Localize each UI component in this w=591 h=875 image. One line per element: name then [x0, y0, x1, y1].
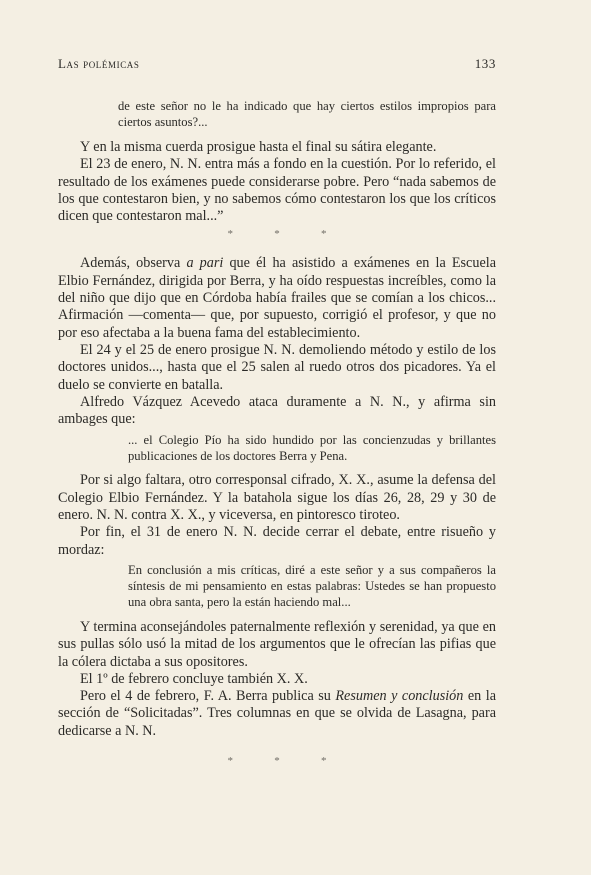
section-break-1 [58, 225, 496, 243]
paragraph-9: El 1º de febrero concluye también X. X. [80, 670, 308, 687]
section-break-star: * [321, 755, 327, 768]
paragraph-10-italic: Resumen y conclusión [335, 688, 464, 705]
page-body [58, 98, 496, 770]
paragraph-8: Y termina aconsejándoles paternalmente reflexión y serenidad, ya que en sus pullas sólo usó la mitad de los argumentos que le ofrecían las pifias que la cólera dictaba a sus opositores. [58, 618, 496, 670]
paragraph-10-text-b: en la sección de “Solicitadas”. Tres columnas en que se olvida de Lasagna, para dedicarse a N. N. [58, 688, 496, 739]
section-break-star: * [227, 755, 233, 768]
section-break-star: * [227, 228, 233, 241]
paragraph-6: Por si algo faltara, otro corresponsal cifrado, X. X., asume la defensa del Colegio Elbio Fernández. Y la batahola sigue los días 26, 28, 29 y 30 de enero. N. N. contra X. X., y viceversa, en pintoresco tiroteo. [58, 472, 496, 524]
section-break-star: * [274, 228, 280, 241]
paragraph-10 [58, 688, 496, 740]
paragraph-3-text-b: que él ha asistido a exámenes en la Escuela Elbio Fernández, dirigida por Berra, y ha oído respuestas increíbles, como la del niño que dijo que en Córdoba había frailes que se comían a los chicos... Afirmación —comenta— que, por supuesto, corrigió el profesor, y que no por eso afectaba a la buena fama del establecimiento. [58, 255, 496, 341]
running-header [58, 56, 496, 72]
section-break-star: * [274, 755, 280, 768]
section-break-2 [58, 752, 496, 770]
block-quote-2: ... el Colegio Pío ha sido hundido por las concienzudas y brillantes publicaciones de los doctores Berra y Pena. [128, 433, 496, 464]
paragraph-3-text-a: Además, observa [80, 255, 187, 272]
paragraph-7: Por fin, el 31 de enero N. N. decide cerrar el debate, entre risueño y mordaz: [58, 524, 496, 558]
block-quote-3: En conclusión a mis críticas, diré a este señor y a sus compañeros la síntesis de mi pensamiento en estas palabras: Ustedes se han propuesto una obra santa, pero la están haciendo mal... [128, 562, 496, 609]
paragraph-1: Y en la misma cuerda prosigue hasta el final su sátira elegante. [80, 139, 437, 155]
block-quote-1: de este señor no le ha indicado que hay ciertos estilos impropios para ciertos asuntos?... [118, 99, 496, 129]
paragraph-3 [58, 255, 496, 341]
paragraph-10-text-a: Pero el 4 de febrero, F. A. Berra publica su [80, 688, 336, 705]
paragraph-2: El 23 de enero, N. N. entra más a fondo en la cuestión. Por lo referido, el resultado de los exámenes puede considerarse pobre. Pero “nada sabemos de los que contestaron bien, y no sabemos cómo contestaron los que los críticos dicen que contestaron mal...” [58, 156, 496, 225]
section-break-star: * [321, 228, 327, 241]
running-title: Las polémicas [58, 56, 140, 71]
page-number: 133 [474, 56, 496, 71]
paragraph-5: Alfredo Vázquez Acevedo ataca duramente a N. N., y afirma sin ambages que: [58, 393, 496, 428]
paragraph-3-italic: a pari [186, 255, 224, 272]
paragraph-4: El 24 y el 25 de enero prosigue N. N. demoliendo método y estilo de los doctores unidos..., hasta que el 25 salen al ruedo otros dos picadores. Ya el duelo se convierte en batalla. [58, 341, 496, 393]
